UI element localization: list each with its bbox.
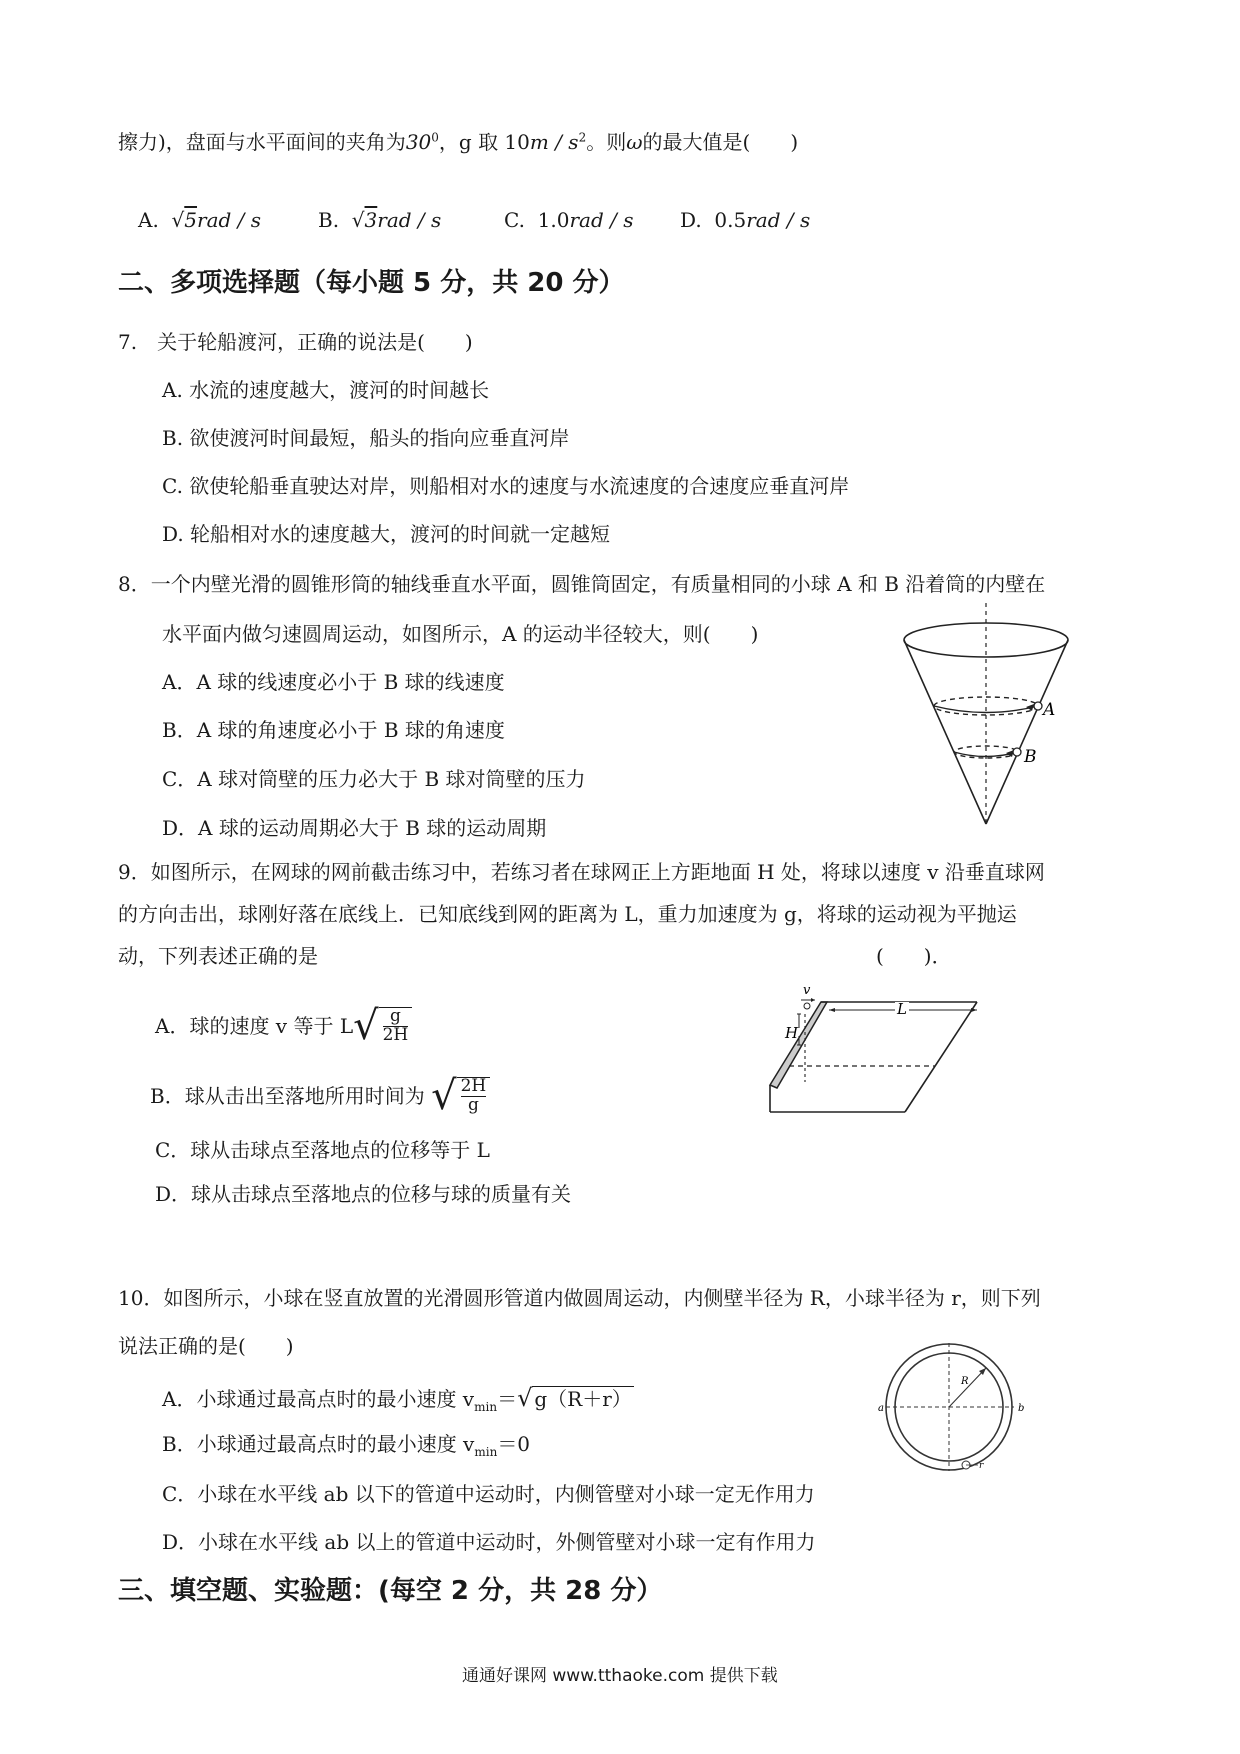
section-heading-fill-in: 三、填空题、实验题：(每空 2 分，共 28 分） [118, 1576, 663, 1606]
q10-label-a: a [878, 1403, 884, 1414]
q8-stem-line1: 8．一个内壁光滑的圆锥形筒的轴线垂直水平面，圆锥筒固定，有质量相同的小球 A 和 B 沿着筒的内壁在 [118, 572, 1046, 596]
page-footer: 通通好课网 www.tthaoke.com 提供下载 [462, 1666, 778, 1686]
q9-label-v: v [803, 983, 811, 998]
q6-option-a: A. √5rad / s [138, 208, 262, 232]
q9-option-a: A．球的速度 v 等于 $L√\frac{g}{2H}$ [155, 1002, 412, 1050]
q6-option-c: C. 1.0rad / s [504, 208, 634, 232]
q8-label-a: A [1043, 700, 1056, 720]
q6-option-d: D. 0.5rad / s [680, 208, 811, 232]
q8-option-a: A．A 球的线速度必小于 B 球的线速度 [162, 670, 505, 694]
q10-option-c: C．小球在水平线 ab 以下的管道中运动时，内侧管壁对小球一定无作用力 [162, 1482, 815, 1506]
q10-label-R: R [961, 1376, 969, 1387]
q10-stem-line1: 10．如图所示，小球在竖直放置的光滑圆形管道内做圆周运动，内侧壁半径为 R，小球半径为 r，则下列 [118, 1286, 1041, 1310]
q10-label-b: b [1018, 1403, 1025, 1414]
q9-stem-line2: 的方向击出，球刚好落在底线上．已知底线到网的距离为 L，重力加速度为 g，将球的运动视为平抛运 [118, 902, 1017, 926]
q8-stem-line2: 水平面内做匀速圆周运动，如图所示，A 的运动半径较大，则( ) [162, 622, 759, 646]
q9-stem-line1: 9．如图所示，在网球的网前截击练习中，若练习者在球网正上方距地面 H 处，将球以速度 v 沿垂直球网 [118, 860, 1045, 884]
q9-option-b: B．球从击出至落地所用时间为 $√\frac{2H}{g}$ [150, 1072, 490, 1120]
q9-option-d: D．球从击球点至落地点的位移与球的质量有关 [155, 1182, 572, 1206]
q6-option-b: B. √3rad / s [318, 208, 442, 232]
q7-option-d: D. 轮船相对水的速度越大，渡河的时间就一定越短 [162, 522, 611, 546]
q8-option-c: C．A 球对筒壁的压力必大于 B 球对筒壁的压力 [162, 767, 586, 791]
q10-label-r: r [979, 1461, 984, 1471]
q8-cone-figure [895, 615, 1075, 830]
q10-stem-line2: 说法正确的是( ) [118, 1334, 294, 1358]
q8-option-b: B．A 球的角速度必小于 B 球的角速度 [162, 718, 505, 742]
section-heading-multiple-choice: 二、多项选择题（每小题 5 分，共 20 分） [118, 268, 625, 298]
q7-option-b: B. 欲使渡河时间最短，船头的指向应垂直河岸 [162, 426, 570, 450]
q9-stem-line3: 动，下列表述正确的是 [118, 944, 318, 968]
q7-option-c: C. 欲使轮船垂直驶达对岸，则船相对水的速度与水流速度的合速度应垂直河岸 [162, 474, 850, 498]
q8-label-b: B [1024, 747, 1037, 767]
q8-option-d: D．A 球的运动周期必大于 B 球的运动周期 [162, 816, 547, 840]
q10-option-d: D．小球在水平线 ab 以上的管道中运动时，外侧管壁对小球一定有作用力 [162, 1530, 816, 1554]
q9-tennis-court-figure [765, 983, 995, 1120]
q10-circular-tube-figure [878, 1340, 1038, 1475]
q9-answer-paren: ( )． [876, 944, 952, 968]
q7-option-a: A. 水流的速度越大，渡河的时间越长 [162, 378, 490, 402]
q10-option-b: B．小球通过最高点时的最小速度 $v_{min}=0$ [162, 1432, 531, 1459]
q9-label-l: L [897, 1000, 907, 1018]
q9-label-h: H [785, 1024, 799, 1042]
q10-option-a: A．小球通过最高点时的最小速度 $v_{min}=√$ g（R＋r） [162, 1384, 632, 1414]
q9-option-c: C．球从击球点至落地点的位移等于 L [155, 1138, 490, 1162]
q6-stem-tail: 擦力)，盘面与水平面间的夹角为$30^0$，g 取 $10m / s^2$。则ω的最大值是( ) [118, 130, 799, 154]
q7-stem: 7. 关于轮船渡河，正确的说法是( ) [118, 330, 473, 354]
